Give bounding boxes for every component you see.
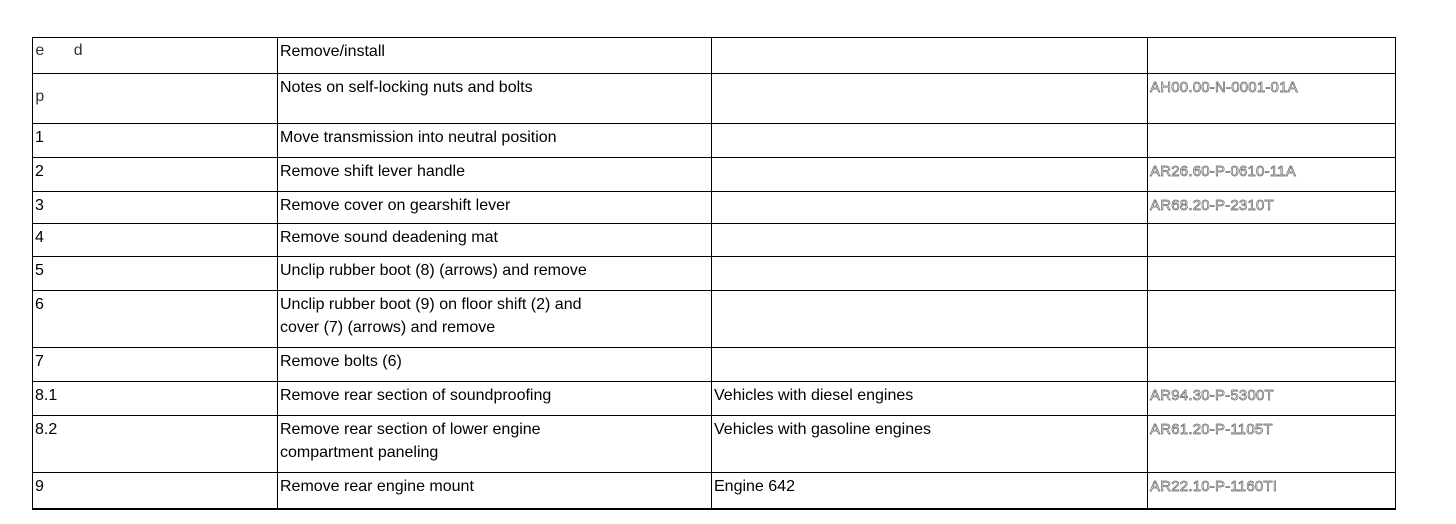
step-reference: [1148, 124, 1396, 158]
step-reference: [1148, 291, 1396, 348]
step-reference: [1148, 158, 1396, 192]
step-condition: [712, 124, 1148, 158]
table-row: [33, 257, 1396, 291]
step-number: 4: [33, 224, 278, 257]
table-row: [33, 348, 1396, 382]
reference-link[interactable]: AR22.10-P-1160TI: [1150, 478, 1278, 495]
step-condition: Vehicles with diesel engines: [712, 382, 1148, 416]
step-number: 8.2: [33, 416, 278, 473]
step-reference: [1148, 192, 1396, 224]
step-description: Notes on self-locking nuts and bolts: [278, 74, 712, 124]
step-condition: Engine 642: [712, 473, 1148, 510]
table-row: [33, 74, 1396, 124]
reference-link[interactable]: AR26.60-P-0610-11A: [1150, 163, 1296, 180]
step-description: Remove rear section of soundproofing: [278, 382, 712, 416]
step-reference: [1148, 257, 1396, 291]
step-reference: [1148, 74, 1396, 124]
step-number: 2: [33, 158, 278, 192]
step-description: [278, 416, 712, 473]
step-number: 3: [33, 192, 278, 224]
reference-link[interactable]: AR61.20-P-1105T: [1150, 421, 1273, 438]
step-condition: [712, 74, 1148, 124]
step-description: Remove shift lever handle: [278, 158, 712, 192]
step-description: Remove/install: [278, 38, 712, 74]
step-description: Remove cover on gearshift lever: [278, 192, 712, 224]
table-row: [33, 38, 1396, 74]
step-condition: [712, 291, 1148, 348]
description-line: Remove rear section of lower engine: [280, 421, 541, 438]
table-row: [33, 192, 1396, 224]
table-row: [33, 291, 1396, 348]
step-condition: [712, 38, 1148, 74]
table-row: [33, 158, 1396, 192]
step-symbol: e d: [33, 38, 278, 74]
step-description: Remove bolts (6): [278, 348, 712, 382]
reference-link[interactable]: AR94.30-P-5300T: [1150, 387, 1274, 404]
description-line: compartment paneling: [280, 444, 439, 461]
table-row: [33, 224, 1396, 257]
step-reference: [1148, 38, 1396, 74]
table-row: [33, 124, 1396, 158]
step-condition: [712, 257, 1148, 291]
step-condition: [712, 348, 1148, 382]
description-line: cover (7) (arrows) and remove: [280, 319, 496, 336]
step-description: Remove rear engine mount: [278, 473, 712, 510]
step-number: 8.1: [33, 382, 278, 416]
step-reference: [1148, 416, 1396, 473]
procedure-table: [32, 37, 1396, 510]
step-description: Move transmission into neutral position: [278, 124, 712, 158]
step-number: 1: [33, 124, 278, 158]
step-description: Unclip rubber boot (8) (arrows) and remove: [278, 257, 712, 291]
step-condition: [712, 192, 1148, 224]
reference-link[interactable]: AR68.20-P-2310T: [1150, 197, 1274, 214]
step-number: 9: [33, 473, 278, 510]
step-condition: Vehicles with gasoline engines: [712, 416, 1148, 473]
table-row: [33, 473, 1396, 510]
step-reference: [1148, 473, 1396, 510]
step-condition: [712, 224, 1148, 257]
step-description: [278, 291, 712, 348]
step-number: 5: [33, 257, 278, 291]
step-description: Remove sound deadening mat: [278, 224, 712, 257]
step-condition: [712, 158, 1148, 192]
step-number: 7: [33, 348, 278, 382]
table-row: [33, 382, 1396, 416]
step-reference: [1148, 348, 1396, 382]
step-number: 6: [33, 291, 278, 348]
step-symbol: p: [33, 74, 278, 124]
step-reference: [1148, 224, 1396, 257]
step-reference: [1148, 382, 1396, 416]
reference-link[interactable]: AH00.00-N-0001-01A: [1150, 79, 1298, 96]
description-line: Unclip rubber boot (9) on floor shift (2) and: [280, 296, 582, 313]
table-row: [33, 416, 1396, 473]
